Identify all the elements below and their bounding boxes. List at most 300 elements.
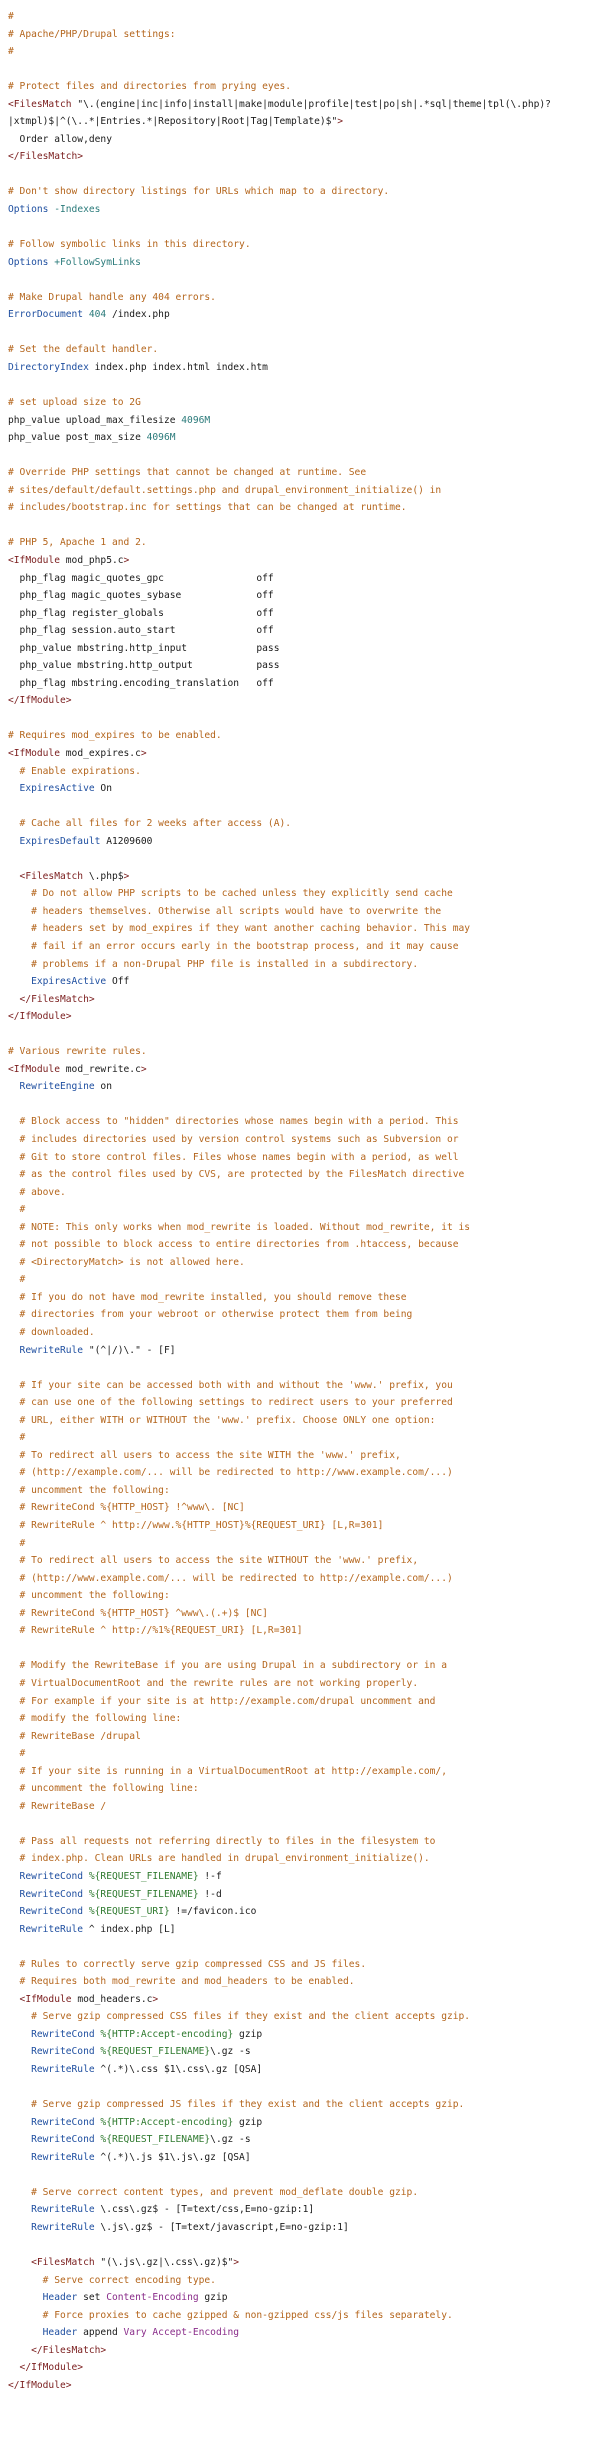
variable-token: %{REQUEST_FILENAME} (100, 2134, 211, 2146)
directive-token: ExpiresDefault (8, 835, 107, 847)
code-line (8, 113, 592, 131)
code-line (8, 2377, 592, 2395)
code-line (8, 1780, 592, 1798)
code-line (8, 1184, 592, 1202)
text-token: php_value mbstring.http_output pass (8, 660, 280, 672)
code-line (8, 8, 592, 26)
code-line (8, 1640, 592, 1658)
comment-token: # For example if your site is at http://example.com/drupal uncomment and (8, 1695, 436, 1707)
tag-token: <FilesMatch (8, 2257, 101, 2268)
directive-token: RewriteEngine (8, 1081, 101, 1093)
code-line (8, 1850, 592, 1868)
code-line (8, 2219, 592, 2237)
comment-token: # (8, 1537, 26, 1549)
directive-token: RewriteCond (8, 1870, 89, 1882)
code-line (8, 1710, 592, 1728)
comment-token: # Enable expirations. (8, 765, 141, 777)
code-line (8, 1447, 592, 1465)
comment-token: # If you do not have mod_rewrite installed, you should remove these (8, 1291, 407, 1303)
code-line (8, 61, 592, 79)
text-token: !-f (198, 1870, 222, 1882)
comment-token: # (8, 46, 14, 58)
comment-token: # URL, either WITH or WITHOUT the 'www.' prefix. Choose ONLY one option: (8, 1414, 436, 1426)
comment-token: # index.php. Clean URLs are handled in drupal_environment_initialize(). (8, 1853, 430, 1865)
tag-token: <FilesMatch (8, 870, 89, 882)
code-line (8, 1394, 592, 1412)
header-token: Content-Encoding (106, 2292, 199, 2304)
code-line (8, 1429, 592, 1447)
code-line (8, 1219, 592, 1237)
text-token: \.gz -s (210, 2134, 251, 2146)
comment-token: # RewriteRule ^ http://%1%{REQUEST_URI} [L,R=301] (8, 1625, 303, 1637)
code-line (8, 552, 592, 570)
text-token: php_value mbstring.http_input pass (8, 642, 280, 654)
variable-token: %{REQUEST_FILENAME} (100, 2046, 211, 2058)
comment-token: # If your site can be accessed both with and without the 'www.' prefix, you (8, 1379, 453, 1391)
comment-token: # Protect files and directories from prying eyes. (8, 81, 292, 93)
code-line (8, 1657, 592, 1675)
comment-token: # Serve correct encoding type. (8, 2274, 216, 2286)
text-token: "\.(engine|inc|info|install|make|module|profile|test|po|sh|.*sql|theme|tpl(\.php)? (77, 98, 551, 110)
tag-token: </IfModule> (8, 695, 72, 707)
text-token: mod_headers.c (77, 1993, 153, 2005)
comment-token: # To redirect all users to access the site WITH the 'www.' prefix, (8, 1449, 401, 1461)
directive-token: RewriteRule (8, 2151, 101, 2163)
comment-token: # If your site is running in a VirtualDocumentRoot at http://example.com/, (8, 1765, 447, 1777)
comment-token: # includes/bootstrap.inc for settings that can be changed at runtime. (8, 502, 407, 514)
code-line (8, 1622, 592, 1640)
directive-token: RewriteCond (8, 1888, 89, 1900)
code-line (8, 359, 592, 377)
comment-token: # Do not allow PHP scripts to be cached unless they explicitly send cache (8, 888, 453, 900)
comment-token: # RewriteBase /drupal (8, 1730, 141, 1742)
tag-token: > (140, 1063, 147, 1075)
code-line (8, 499, 592, 517)
comment-token: # Pass all requests not referring directly to files in the filesystem to (8, 1835, 436, 1847)
comment-token: # Don't show directory listings for URLs which map to a directory. (8, 186, 390, 198)
tag-token: </FilesMatch> (8, 2344, 107, 2356)
code-line (8, 1728, 592, 1746)
variable-token: %{REQUEST_FILENAME} (88, 1870, 199, 1882)
directive-token: RewriteCond (8, 2028, 101, 2040)
comment-token: # RewriteBase / (8, 1800, 107, 1812)
code-line (8, 183, 592, 201)
text-token: ^(.*)\.css $1\.css\.gz [QSA] (100, 2063, 263, 2075)
comment-token: # as the control files used by CVS, are protected by the FilesMatch directive (8, 1169, 465, 1181)
text-token: mod_rewrite.c (65, 1063, 141, 1075)
code-line (8, 1886, 592, 1904)
code-line (8, 798, 592, 816)
code-line (8, 482, 592, 500)
comment-token: # not possible to block access to entire directories from .htaccess, because (8, 1239, 459, 1251)
code-line (8, 1096, 592, 1114)
code-line (8, 2166, 592, 2184)
code-line (8, 148, 592, 166)
comment-token: # uncomment the following: (8, 1590, 170, 1602)
directive-token: RewriteCond (8, 2134, 101, 2146)
code-line (8, 885, 592, 903)
text-token: php_flag mbstring.encoding_translation off (8, 677, 274, 689)
code-line (8, 517, 592, 535)
tag-token: <IfModule (8, 554, 66, 566)
text-token: |xtmpl)$|^(\..*|Entries.*|Repository|Root|Tag|Template)$" (8, 116, 338, 128)
tag-token: > (123, 554, 130, 566)
text-token: \.js\.gz$ - [T=text/javascript,E=no-gzip:1] (100, 2221, 349, 2233)
text-token: php_flag session.auto_start off (8, 625, 274, 637)
text-token: ^ index.php [L] (88, 1923, 176, 1935)
code-line (8, 1693, 592, 1711)
comment-token: # Requires mod_expires to be enabled. (8, 730, 222, 742)
directive-token: RewriteRule (8, 2204, 101, 2216)
code-line (8, 920, 592, 938)
directive-token: RewriteCond (8, 1906, 89, 1918)
code-line (8, 2236, 592, 2254)
tag-token: </FilesMatch> (8, 151, 84, 163)
code-line (8, 938, 592, 956)
code-line (8, 1289, 592, 1307)
text-token: On (100, 783, 112, 795)
code-line (8, 2359, 592, 2377)
code-line (8, 289, 592, 307)
comment-token: # VirtualDocumentRoot and the rewrite rules are not working properly. (8, 1677, 419, 1689)
code-line (8, 1535, 592, 1553)
tag-token: > (337, 116, 344, 128)
code-line (8, 1342, 592, 1360)
code-line (8, 1973, 592, 1991)
code-line (8, 1061, 592, 1079)
directive-token: DirectoryIndex (8, 361, 89, 373)
comment-token: # modify the following line: (8, 1713, 182, 1725)
code-line (8, 78, 592, 96)
code-line (8, 306, 592, 324)
directive-token: Options (8, 256, 55, 268)
code-line (8, 1868, 592, 1886)
comment-token: # sites/default/default.settings.php and drupal_environment_initialize() in (8, 484, 442, 496)
comment-token: # Various rewrite rules. (8, 1046, 147, 1058)
code-line (8, 2079, 592, 2097)
text-token: set (83, 2292, 107, 2304)
code-line (8, 780, 592, 798)
code-line (8, 1499, 592, 1517)
code-line (8, 1271, 592, 1289)
text-token: "(\.js\.gz|\.css\.gz)$" (100, 2257, 234, 2268)
code-line (8, 1903, 592, 1921)
code-line (8, 1377, 592, 1395)
comment-token: # problems if a non-Drupal PHP file is installed in a subdirectory. (8, 958, 419, 970)
text-token: !=/favicon.ico (169, 1906, 257, 1918)
code-line (8, 219, 592, 237)
variable-token: %{HTTP:Accept-encoding} (100, 2116, 234, 2128)
code-line (8, 1815, 592, 1833)
text-token: append (83, 2327, 124, 2339)
code-line (8, 534, 592, 552)
tag-token: <IfModule (8, 747, 66, 759)
text-token: A1209600 (106, 835, 153, 847)
code-line (8, 2254, 592, 2272)
directive-token: ExpiresActive (8, 783, 101, 795)
comment-token: # Apache/PHP/Drupal settings: (8, 28, 176, 40)
tag-token: </FilesMatch> (8, 993, 95, 1005)
tag-token: </IfModule> (8, 2362, 84, 2374)
text-token: php_value upload_max_filesize (8, 414, 182, 426)
comment-token: # Force proxies to cache gzipped & non-gzipped css/js files separately. (8, 2309, 453, 2321)
code-line (8, 1605, 592, 1623)
code-line (8, 1008, 592, 1026)
comment-token: # can use one of the following settings to redirect users to your preferred (8, 1397, 453, 1409)
code-line (8, 1517, 592, 1535)
code-line (8, 640, 592, 658)
comment-token: # (8, 1204, 26, 1216)
code-line (8, 1991, 592, 2009)
text-token: mod_expires.c (65, 747, 141, 759)
code-line (8, 2096, 592, 2114)
comment-token: # Block access to "hidden" directories whose names begin with a period. This (8, 1116, 459, 1128)
variable-token: %{REQUEST_URI} (88, 1906, 170, 1918)
code-line (8, 464, 592, 482)
tag-token: > (152, 1993, 159, 2005)
comment-token: # uncomment the following line: (8, 1783, 199, 1795)
code-line (8, 605, 592, 623)
tag-token: <IfModule (8, 1063, 66, 1075)
comment-token: # Follow symbolic links in this directory. (8, 239, 251, 251)
code-line (8, 675, 592, 693)
value-token: 4096M (146, 432, 176, 444)
comment-token: # uncomment the following: (8, 1484, 170, 1496)
code-line (8, 1306, 592, 1324)
text-token: !-d (198, 1888, 222, 1900)
code-line (8, 2131, 592, 2149)
text-token: php_value post_max_size (8, 432, 147, 444)
code-line (8, 447, 592, 465)
code-line (8, 341, 592, 359)
text-token: /index.php (106, 309, 170, 321)
text-token: php_flag magic_quotes_sybase off (8, 590, 274, 602)
code-line (8, 1675, 592, 1693)
tag-token: <FilesMatch (8, 98, 78, 110)
comment-token: # headers themselves. Otherwise all scripts would have to overwrite the (8, 905, 442, 917)
code-line (8, 1552, 592, 1570)
code-line (8, 1482, 592, 1500)
comment-token: # Serve gzip compressed JS files if they exist and the client accepts gzip. (8, 2099, 465, 2111)
comment-token: # directories from your webroot or otherwise protect them from being (8, 1309, 413, 1321)
directive-token: RewriteRule (8, 2063, 101, 2075)
comment-token: # <DirectoryMatch> is not allowed here. (8, 1256, 245, 1268)
tag-token: > (140, 747, 147, 759)
comment-token: # Modify the RewriteBase if you are using Drupal in a subdirectory or in a (8, 1660, 447, 1672)
variable-token: %{REQUEST_FILENAME} (88, 1888, 199, 1900)
code-line (8, 1043, 592, 1061)
code-line (8, 394, 592, 412)
comment-token: # Serve gzip compressed CSS files if they exist and the client accepts gzip. (8, 2011, 471, 2023)
comment-token: # Cache all files for 2 weeks after access (A). (8, 818, 292, 830)
header-token: Vary Accept-Encoding (123, 2327, 240, 2339)
code-line (8, 1956, 592, 1974)
code-line (8, 850, 592, 868)
code-line (8, 763, 592, 781)
text-token: "(^|/)\." - [F] (88, 1344, 176, 1356)
code-line (8, 1131, 592, 1149)
code-line (8, 1412, 592, 1430)
code-line (8, 1921, 592, 1939)
code-line (8, 692, 592, 710)
code-line (8, 2307, 592, 2325)
code-line (8, 1359, 592, 1377)
code-line (8, 412, 592, 430)
code-line (8, 2342, 592, 2360)
code-line (8, 131, 592, 149)
directive-token: Header (8, 2292, 84, 2304)
code-line (8, 727, 592, 745)
code-line (8, 1763, 592, 1781)
code-line (8, 1587, 592, 1605)
value-token: 4096M (181, 414, 211, 426)
code-line (8, 587, 592, 605)
comment-token: # fail if an error occurs early in the bootstrap process, and it may cause (8, 940, 459, 952)
text-token: gzip (198, 2292, 228, 2304)
code-line (8, 2061, 592, 2079)
directive-token: RewriteCond (8, 2046, 101, 2058)
tag-token: > (123, 870, 130, 882)
code-line (8, 166, 592, 184)
comment-token: # PHP 5, Apache 1 and 2. (8, 537, 147, 549)
code-line (8, 2289, 592, 2307)
text-token: \.gz -s (210, 2046, 251, 2058)
text-token: \.css\.gz$ - [T=text/css,E=no-gzip:1] (100, 2204, 315, 2216)
code-line (8, 1570, 592, 1588)
comment-token: # above. (8, 1186, 66, 1198)
comment-token: # includes directories used by version control systems such as Subversion or (8, 1134, 459, 1145)
code-line (8, 1324, 592, 1342)
text-token: gzip (233, 2028, 263, 2040)
comment-token: # NOTE: This only works when mod_rewrite is loaded. Without mod_rewrite, it is (8, 1221, 471, 1233)
code-line (8, 96, 592, 114)
code-line (8, 1254, 592, 1272)
code-line (8, 1113, 592, 1131)
code-line (8, 1149, 592, 1167)
code-line (8, 833, 592, 851)
text-token: ^(.*)\.js $1\.js\.gz [QSA] (100, 2151, 251, 2163)
comment-token: # Git to store control files. Files whose names begin with a period, as well (8, 1151, 459, 1163)
comment-token: # Serve correct content types, and prevent mod_deflate double gzip. (8, 2186, 419, 2198)
comment-token: # (http://example.com/... will be redirected to http://www.example.com/...) (8, 1467, 453, 1479)
text-token: php_flag register_globals off (8, 607, 274, 619)
directive-token: RewriteRule (8, 1344, 89, 1356)
code-line (8, 956, 592, 974)
code-line (8, 570, 592, 588)
comment-token: # (http://www.example.com/... will be redirected to http://example.com/...) (8, 1572, 453, 1584)
comment-token: # (8, 11, 14, 22)
comment-token: # headers set by mod_expires if they want another caching behavior. This may (8, 923, 471, 935)
comment-token: # Requires both mod_rewrite and mod_headers to be enabled. (8, 1976, 355, 1988)
comment-token: # (8, 1748, 26, 1760)
directive-token: RewriteCond (8, 2116, 101, 2128)
tag-token: </IfModule> (8, 2379, 72, 2391)
directive-token: ExpiresActive (8, 976, 112, 988)
text-token: \.php$ (88, 870, 124, 882)
directive-token: Header (8, 2327, 84, 2339)
comment-token: # Override PHP settings that cannot be changed at runtime. See (8, 467, 367, 479)
code-line (8, 236, 592, 254)
comment-token: # set upload size to 2G (8, 397, 141, 409)
value-token: 404 (88, 309, 107, 321)
code-line (8, 710, 592, 728)
text-token: Order allow,deny (8, 133, 112, 145)
text-token: on (100, 1081, 112, 1093)
code-line (8, 622, 592, 640)
tag-token: > (233, 2257, 240, 2268)
text-token: index.php index.html index.htm (88, 361, 268, 373)
code-line (8, 973, 592, 991)
code-line (8, 1833, 592, 1851)
code-line (8, 868, 592, 886)
code-line (8, 271, 592, 289)
text-token: php_flag magic_quotes_gpc off (8, 572, 274, 584)
comment-token: # downloaded. (8, 1327, 95, 1339)
code-line (8, 2026, 592, 2044)
text-token: mod_php5.c (65, 554, 124, 566)
directive-token: RewriteRule (8, 2221, 101, 2233)
code-line (8, 815, 592, 833)
code-line (8, 657, 592, 675)
code-line (8, 1464, 592, 1482)
code-line (8, 1078, 592, 1096)
code-line (8, 1201, 592, 1219)
text-token: gzip (233, 2116, 263, 2128)
code-line (8, 254, 592, 272)
comment-token: # Set the default handler. (8, 344, 159, 356)
comment-token: # (8, 1432, 26, 1444)
code-line (8, 1026, 592, 1044)
htaccess-code-block (8, 8, 592, 2394)
code-line (8, 2201, 592, 2219)
comment-token: # RewriteCond %{HTTP_HOST} !^www\. [NC] (8, 1502, 245, 1514)
directive-token: RewriteRule (8, 1923, 89, 1935)
code-line (8, 2149, 592, 2167)
code-line (8, 991, 592, 1009)
code-line (8, 2272, 592, 2290)
code-line (8, 201, 592, 219)
comment-token: # (8, 1274, 26, 1286)
comment-token: # Make Drupal handle any 404 errors. (8, 291, 216, 303)
code-line (8, 1938, 592, 1956)
code-line (8, 2324, 592, 2342)
value-token: -Indexes (54, 204, 101, 216)
variable-token: %{HTTP:Accept-encoding} (100, 2028, 234, 2040)
code-line (8, 26, 592, 44)
code-line (8, 2043, 592, 2061)
code-line (8, 429, 592, 447)
code-line (8, 2184, 592, 2202)
code-line (8, 1745, 592, 1763)
tag-token: <IfModule (8, 1993, 78, 2005)
code-line (8, 376, 592, 394)
comment-token: # Rules to correctly serve gzip compressed CSS and JS files. (8, 1958, 367, 1970)
code-line (8, 43, 592, 61)
comment-token: # RewriteRule ^ http://www.%{HTTP_HOST}%{REQUEST_URI} [L,R=301] (8, 1520, 384, 1532)
directive-token: ErrorDocument (8, 309, 89, 321)
text-token: Off (111, 976, 130, 988)
directive-token: Options (8, 204, 55, 216)
code-line (8, 903, 592, 921)
comment-token: # RewriteCond %{HTTP_HOST} ^www\.(.+)$ [NC] (8, 1607, 268, 1619)
tag-token: </IfModule> (8, 1011, 72, 1023)
code-line (8, 2114, 592, 2132)
code-line (8, 1798, 592, 1816)
code-line (8, 745, 592, 763)
comment-token: # To redirect all users to access the site WITHOUT the 'www.' prefix, (8, 1555, 419, 1567)
code-line (8, 1166, 592, 1184)
code-line (8, 1236, 592, 1254)
